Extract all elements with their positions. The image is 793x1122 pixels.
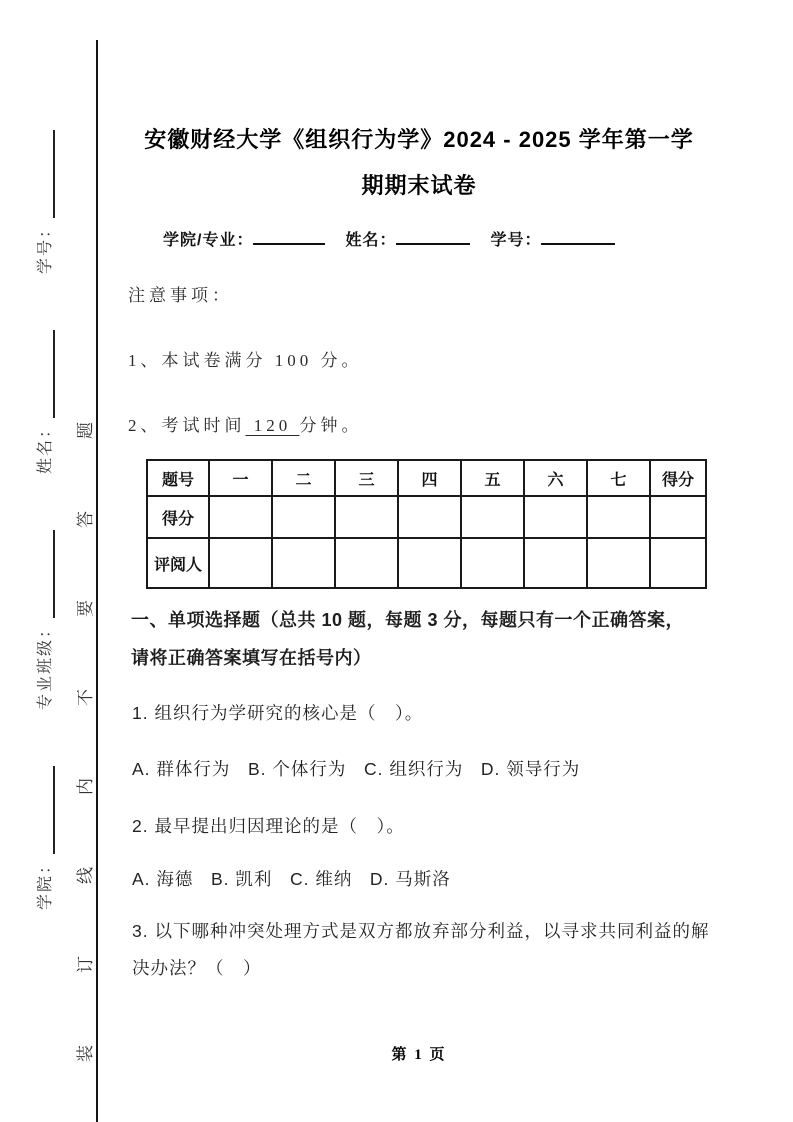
notice-item-2-prefix: 2、考试时间 <box>128 416 246 435</box>
info-field-label: 学院/专业： <box>163 232 254 249</box>
score-cell <box>587 496 650 538</box>
grader-cell <box>461 538 524 588</box>
grader-cell <box>272 538 335 588</box>
score-cell <box>209 496 272 538</box>
fill-in-blank <box>396 229 470 245</box>
notice-item-2 <box>128 411 363 436</box>
page-number: 第 1 页 <box>391 1047 447 1063</box>
question-3-text-line-1: 3. 以下哪种冲突处理方式是双方都放弃部分利益，以寻求共同利益的解 <box>132 921 710 941</box>
question-1-options: A. 群体行为 B. 个体行为 C. 组织行为 D. 领导行为 <box>132 759 581 779</box>
score-table-header-row <box>147 460 706 496</box>
sidebar-field-label: 姓名： <box>37 420 54 475</box>
score-table-header-cell: 二 <box>272 460 335 496</box>
section-one-heading-line-2: 请将正确答案填写在括号内） <box>131 648 372 668</box>
fill-in-blank <box>253 229 325 245</box>
score-cell <box>335 496 398 538</box>
question-2-text: 2. 最早提出归因理论的是（ ）。 <box>132 816 405 836</box>
sidebar-field-major-class <box>32 530 55 710</box>
score-cell <box>461 496 524 538</box>
info-field-label: 学号： <box>490 232 542 249</box>
score-table-header-cell: 题号 <box>147 460 209 496</box>
student-info-line <box>163 227 615 250</box>
question-1-text: 1. 组织行为学研究的核心是（ ）。 <box>132 703 424 723</box>
question-2-options: A. 海德 B. 凯利 C. 维纳 D. 马斯洛 <box>132 869 451 889</box>
sidebar-field-college <box>32 766 55 910</box>
score-cell <box>524 496 587 538</box>
sidebar-field-student-id <box>32 130 55 274</box>
sidebar-student-info <box>29 130 55 910</box>
fill-in-blank <box>38 330 55 418</box>
binding-seal-text: 装订线内不要答题 <box>76 350 95 1062</box>
fill-in-blank <box>38 130 55 218</box>
section-one-heading-line-1: 一、单项选择题（总共 10 题，每题 3 分，每题只有一个正确答案， <box>131 610 685 630</box>
fill-in-blank <box>38 530 55 618</box>
fill-in-blank <box>38 766 55 854</box>
sidebar-field-name <box>32 330 55 474</box>
score-table <box>146 459 707 589</box>
grader-cell <box>398 538 461 588</box>
page-title-line-2: 期期末试卷 <box>361 173 477 198</box>
score-table-header-cell: 三 <box>335 460 398 496</box>
score-cell <box>398 496 461 538</box>
fill-in-blank <box>541 229 615 245</box>
grader-cell <box>209 538 272 588</box>
score-table-row-grader <box>147 538 706 588</box>
exam-duration-value: 120 <box>245 416 300 435</box>
score-table-header-cell: 得分 <box>650 460 706 496</box>
grader-cell <box>587 538 650 588</box>
score-cell <box>650 496 706 538</box>
question-3-text-line-2: 决办法？（ ） <box>132 958 262 978</box>
sidebar-field-label: 学院： <box>37 855 54 910</box>
grader-cell <box>335 538 398 588</box>
score-table-header-cell: 五 <box>461 460 524 496</box>
page-title-line-1: 安徽财经大学《组织行为学》2024 - 2025 学年第一学 <box>144 127 694 152</box>
score-table-row-score <box>147 496 706 538</box>
score-table-header-cell: 一 <box>209 460 272 496</box>
grader-row-label: 评阅人 <box>147 538 209 588</box>
notice-item-2-suffix: 分钟。 <box>299 416 363 435</box>
score-table-header-cell: 七 <box>587 460 650 496</box>
info-field-label: 姓名： <box>345 232 397 249</box>
notice-item-1: 1、本试卷满分 100 分。 <box>128 351 363 370</box>
score-table-header-cell: 六 <box>524 460 587 496</box>
binding-divider-line <box>96 40 98 1122</box>
score-cell <box>272 496 335 538</box>
grader-cell <box>650 538 706 588</box>
notice-heading: 注意事项： <box>128 286 233 305</box>
score-table-header-cell: 四 <box>398 460 461 496</box>
grader-cell <box>524 538 587 588</box>
score-row-label: 得分 <box>147 496 209 538</box>
sidebar-field-label: 学号： <box>37 220 54 275</box>
sidebar-field-label: 专业班级： <box>37 620 54 711</box>
